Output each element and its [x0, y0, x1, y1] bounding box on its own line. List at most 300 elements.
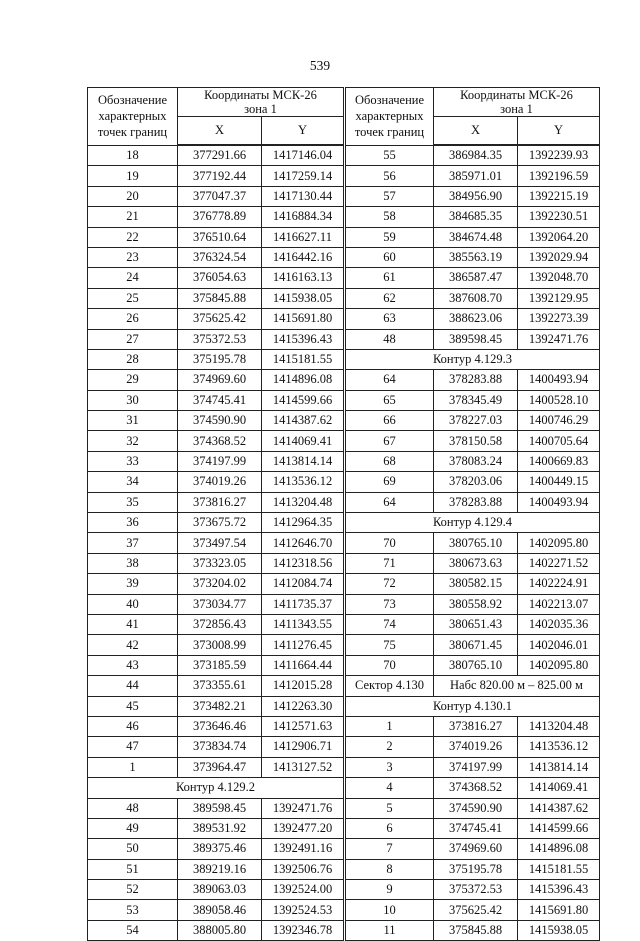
coordinates-table-right: [345, 87, 600, 941]
coord-y: 1413127.52: [262, 757, 344, 777]
table-row: [88, 839, 344, 859]
coord-x: 373964.47: [178, 757, 262, 777]
point-number: 48: [88, 798, 178, 818]
coord-x: 387608.70: [434, 288, 518, 308]
point-number: 37: [88, 533, 178, 553]
point-number: 64: [346, 370, 434, 390]
coord-y: 1402046.01: [518, 635, 600, 655]
table-row: [346, 737, 600, 757]
table-row: [346, 553, 600, 573]
point-number: 21: [88, 207, 178, 227]
point-number: 34: [88, 472, 178, 492]
point-number: 1: [346, 716, 434, 736]
point-number: 24: [88, 268, 178, 288]
coord-x: 374368.52: [434, 778, 518, 798]
coord-x: 384674.48: [434, 227, 518, 247]
table-row: [88, 472, 344, 492]
coord-x: 378083.24: [434, 451, 518, 471]
coord-x: 389531.92: [178, 818, 262, 838]
coord-y: 1412263.30: [262, 696, 344, 716]
coord-y: 1400669.83: [518, 451, 600, 471]
coord-y: 1412964.35: [262, 513, 344, 533]
table-row: [88, 329, 344, 349]
coord-x: 386984.35: [434, 145, 518, 166]
header-col-y: Y: [518, 117, 600, 146]
table-row: [88, 614, 344, 634]
point-number: 20: [88, 186, 178, 206]
coord-y: 1392346.78: [262, 920, 344, 940]
table-row: [346, 207, 600, 227]
table-row: [88, 268, 344, 288]
coord-x: 374745.41: [434, 818, 518, 838]
sector-heading-row: [346, 676, 600, 696]
point-number: 19: [88, 166, 178, 186]
point-number: 73: [346, 594, 434, 614]
table-row: [88, 166, 344, 186]
table-row: [346, 594, 600, 614]
header-designation: [346, 88, 434, 146]
coordinates-table-left-body: [88, 145, 344, 941]
coord-x: 374197.99: [434, 757, 518, 777]
coord-x: 373834.74: [178, 737, 262, 757]
point-number: 48: [346, 329, 434, 349]
table-row: [346, 411, 600, 431]
table-row: [88, 227, 344, 247]
coord-x: 389375.46: [178, 839, 262, 859]
coord-x: 373816.27: [434, 716, 518, 736]
header-designation-line2: характерных: [98, 109, 167, 124]
coord-y: 1414599.66: [262, 390, 344, 410]
coord-x: 389058.46: [178, 900, 262, 920]
table-row: [346, 227, 600, 247]
table-row: [88, 716, 344, 736]
point-number: 38: [88, 553, 178, 573]
coord-y: 1414069.41: [518, 778, 600, 798]
coord-y: 1392524.00: [262, 880, 344, 900]
point-number: 22: [88, 227, 178, 247]
coord-x: 384956.90: [434, 186, 518, 206]
coord-y: 1400746.29: [518, 411, 600, 431]
point-number: 23: [88, 247, 178, 267]
table-row: [346, 839, 600, 859]
table-row: [346, 655, 600, 675]
coord-y: 1392196.59: [518, 166, 600, 186]
coord-x: 376054.63: [178, 268, 262, 288]
point-number: 31: [88, 411, 178, 431]
table-row: [88, 635, 344, 655]
header-designation: [88, 88, 178, 146]
coord-y: 1412906.71: [262, 737, 344, 757]
coord-x: 389598.45: [178, 798, 262, 818]
coord-y: 1415938.05: [518, 920, 600, 940]
coord-y: 1402213.07: [518, 594, 600, 614]
coord-y: 1412084.74: [262, 574, 344, 594]
table-row: [88, 594, 344, 614]
point-number: 6: [346, 818, 434, 838]
table-row: [346, 900, 600, 920]
table-row: [88, 574, 344, 594]
table-row: [88, 288, 344, 308]
coord-y: 1413814.14: [518, 757, 600, 777]
table-row: [346, 390, 600, 410]
coord-x: 380671.45: [434, 635, 518, 655]
point-number: 58: [346, 207, 434, 227]
header-coordinate-system: [434, 88, 600, 117]
coord-y: 1402224.91: [518, 574, 600, 594]
coord-x: 380673.63: [434, 553, 518, 573]
coord-x: 375625.42: [178, 309, 262, 329]
table-row: [346, 920, 600, 940]
coord-x: 380582.15: [434, 574, 518, 594]
table-row: [346, 268, 600, 288]
point-number: 54: [88, 920, 178, 940]
coord-y: 1417130.44: [262, 186, 344, 206]
header-designation-line3: точек границ: [97, 125, 168, 140]
point-number: 29: [88, 370, 178, 390]
coord-y: 1392239.93: [518, 145, 600, 166]
table-row: [346, 757, 600, 777]
point-number: 52: [88, 880, 178, 900]
table-row: [88, 431, 344, 451]
point-number: 55: [346, 145, 434, 166]
point-number: 50: [88, 839, 178, 859]
coord-y: 1414599.66: [518, 818, 600, 838]
table-row: [346, 166, 600, 186]
point-number: 8: [346, 859, 434, 879]
point-number: 11: [346, 920, 434, 940]
header-coord-line2: зона 1: [500, 102, 533, 116]
coord-y: 1412318.56: [262, 553, 344, 573]
point-number: 70: [346, 655, 434, 675]
coord-x: 384685.35: [434, 207, 518, 227]
coord-y: 1413204.48: [518, 716, 600, 736]
table-row: [88, 920, 344, 940]
coord-y: 1414069.41: [262, 431, 344, 451]
coord-y: 1414896.08: [518, 839, 600, 859]
coord-y: 1413814.14: [262, 451, 344, 471]
header-col-x: X: [178, 117, 262, 146]
point-number: 1: [88, 757, 178, 777]
table-row: [88, 880, 344, 900]
table-row: [346, 370, 600, 390]
point-number: 56: [346, 166, 434, 186]
contour-heading: Контур 4.129.4: [346, 513, 600, 533]
coord-y: 1392491.16: [262, 839, 344, 859]
coord-y: 1411735.37: [262, 594, 344, 614]
sector-label: Сектор 4.130: [346, 676, 434, 696]
coord-x: 373646.46: [178, 716, 262, 736]
coord-x: 376510.64: [178, 227, 262, 247]
point-number: 68: [346, 451, 434, 471]
coord-y: 1415181.55: [262, 349, 344, 369]
table-row: [88, 859, 344, 879]
header-designation-line2: характерных: [355, 109, 424, 124]
point-number: 67: [346, 431, 434, 451]
coord-x: 378283.88: [434, 492, 518, 512]
table-row: [88, 207, 344, 227]
coord-x: 386587.47: [434, 268, 518, 288]
coord-y: 1415691.80: [518, 900, 600, 920]
coord-y: 1413204.48: [262, 492, 344, 512]
coord-x: 385971.01: [434, 166, 518, 186]
point-number: 60: [346, 247, 434, 267]
table-row: [88, 349, 344, 369]
table-row: [88, 145, 344, 166]
coord-y: 1392471.76: [262, 798, 344, 818]
coord-y: 1392029.94: [518, 247, 600, 267]
point-number: 74: [346, 614, 434, 634]
coordinates-table-right-body: [346, 145, 600, 941]
coord-y: 1414896.08: [262, 370, 344, 390]
table-row: [88, 737, 344, 757]
coord-y: 1400493.94: [518, 370, 600, 390]
coord-y: 1392064.20: [518, 227, 600, 247]
table-row: [88, 513, 344, 533]
table-row: [88, 247, 344, 267]
table-row: [88, 798, 344, 818]
point-number: 59: [346, 227, 434, 247]
point-number: 43: [88, 655, 178, 675]
point-number: 49: [88, 818, 178, 838]
table-row: [346, 431, 600, 451]
table-row: [346, 798, 600, 818]
point-number: 61: [346, 268, 434, 288]
coord-x: 375845.88: [434, 920, 518, 940]
coord-y: 1415181.55: [518, 859, 600, 879]
coord-y: 1413536.12: [262, 472, 344, 492]
point-number: 63: [346, 309, 434, 329]
table-row: [346, 186, 600, 206]
coord-y: 1400705.64: [518, 431, 600, 451]
coord-y: 1415396.43: [518, 880, 600, 900]
point-number: 33: [88, 451, 178, 471]
header-coord-line2: зона 1: [244, 102, 277, 116]
coord-y: 1392215.19: [518, 186, 600, 206]
coord-x: 378227.03: [434, 411, 518, 431]
coord-x: 380558.92: [434, 594, 518, 614]
coord-x: 378345.49: [434, 390, 518, 410]
coord-y: 1417259.14: [262, 166, 344, 186]
coord-x: 377047.37: [178, 186, 262, 206]
coord-y: 1392129.95: [518, 288, 600, 308]
coord-x: 375195.78: [178, 349, 262, 369]
table-row: [88, 818, 344, 838]
table-row: [346, 859, 600, 879]
coord-x: 376324.54: [178, 247, 262, 267]
point-number: 32: [88, 431, 178, 451]
coord-x: 373675.72: [178, 513, 262, 533]
coord-x: 374368.52: [178, 431, 262, 451]
point-number: 53: [88, 900, 178, 920]
point-number: 72: [346, 574, 434, 594]
point-number: 51: [88, 859, 178, 879]
coord-x: 388005.80: [178, 920, 262, 940]
table-row: [346, 614, 600, 634]
coord-x: 374019.26: [178, 472, 262, 492]
table-row: [88, 676, 344, 696]
coord-y: 1392524.53: [262, 900, 344, 920]
table-row: [88, 655, 344, 675]
coord-x: 373482.21: [178, 696, 262, 716]
coord-x: 375625.42: [434, 900, 518, 920]
coord-x: 378203.06: [434, 472, 518, 492]
table-row: [346, 778, 600, 798]
coord-x: 380651.43: [434, 614, 518, 634]
coord-y: 1413536.12: [518, 737, 600, 757]
table-row: [88, 390, 344, 410]
point-number: 46: [88, 716, 178, 736]
point-number: 7: [346, 839, 434, 859]
point-number: 64: [346, 492, 434, 512]
coord-x: 376778.89: [178, 207, 262, 227]
coord-y: 1402035.36: [518, 614, 600, 634]
coord-x: 374969.60: [178, 370, 262, 390]
coord-y: 1402095.80: [518, 655, 600, 675]
coord-y: 1400449.15: [518, 472, 600, 492]
point-number: 25: [88, 288, 178, 308]
point-number: 69: [346, 472, 434, 492]
page-number: 539: [309, 58, 331, 73]
coord-x: 388623.06: [434, 309, 518, 329]
point-number: 44: [88, 676, 178, 696]
coord-y: 1400528.10: [518, 390, 600, 410]
coord-y: 1411343.55: [262, 614, 344, 634]
table-row: [346, 818, 600, 838]
coord-x: 377192.44: [178, 166, 262, 186]
coord-x: 377291.66: [178, 145, 262, 166]
table-row: [346, 451, 600, 471]
table-row: [88, 900, 344, 920]
coord-y: 1414387.62: [518, 798, 600, 818]
table-row: [346, 329, 600, 349]
coord-y: 1392230.51: [518, 207, 600, 227]
table-row: [346, 533, 600, 553]
point-number: 70: [346, 533, 434, 553]
coord-x: 373355.61: [178, 676, 262, 696]
coord-y: 1416884.34: [262, 207, 344, 227]
point-number: 66: [346, 411, 434, 431]
point-number: 27: [88, 329, 178, 349]
header-designation-line1: Обозначение: [354, 93, 425, 108]
point-number: 41: [88, 614, 178, 634]
point-number: 42: [88, 635, 178, 655]
point-number: 26: [88, 309, 178, 329]
coord-x: 375195.78: [434, 859, 518, 879]
point-number: 3: [346, 757, 434, 777]
table-row: [88, 492, 344, 512]
table-row: [346, 635, 600, 655]
coord-x: 389598.45: [434, 329, 518, 349]
coord-x: 373185.59: [178, 655, 262, 675]
point-number: 4: [346, 778, 434, 798]
coord-y: 1416163.13: [262, 268, 344, 288]
coord-x: 374019.26: [434, 737, 518, 757]
coord-y: 1415396.43: [262, 329, 344, 349]
table-row: [346, 288, 600, 308]
coord-x: 373008.99: [178, 635, 262, 655]
coord-y: 1402095.80: [518, 533, 600, 553]
table-row: [88, 411, 344, 431]
table-row: [346, 716, 600, 736]
contour-heading: Контур 4.129.2: [88, 778, 344, 798]
point-number: 57: [346, 186, 434, 206]
coord-y: 1414387.62: [262, 411, 344, 431]
coord-y: 1412015.28: [262, 676, 344, 696]
coord-x: 373497.54: [178, 533, 262, 553]
contour-heading: Контур 4.130.1: [346, 696, 600, 716]
header-coord-line1: Координаты МСК-26: [204, 88, 317, 102]
coord-x: 389063.03: [178, 880, 262, 900]
coord-y: 1400493.94: [518, 492, 600, 512]
coord-x: 373204.02: [178, 574, 262, 594]
point-number: 62: [346, 288, 434, 308]
coord-x: 389219.16: [178, 859, 262, 879]
table-row: [346, 880, 600, 900]
coordinates-table-left: [87, 87, 344, 941]
coord-x: 374745.41: [178, 390, 262, 410]
point-number: 30: [88, 390, 178, 410]
coord-y: 1411664.44: [262, 655, 344, 675]
point-number: 35: [88, 492, 178, 512]
header-designation-line1: Обозначение: [97, 93, 168, 108]
coord-x: 373816.27: [178, 492, 262, 512]
contour-heading-row: [346, 696, 600, 716]
coord-x: 373323.05: [178, 553, 262, 573]
coord-x: 378150.58: [434, 431, 518, 451]
point-number: 36: [88, 513, 178, 533]
header-designation-line3: точек границ: [354, 125, 425, 140]
coord-y: 1392477.20: [262, 818, 344, 838]
table-row: [346, 472, 600, 492]
point-number: 10: [346, 900, 434, 920]
table-row: [88, 186, 344, 206]
coord-x: 380765.10: [434, 655, 518, 675]
table-row: [88, 757, 344, 777]
contour-heading-row: [88, 778, 344, 798]
table-row: [88, 533, 344, 553]
header-coord-line1: Координаты МСК-26: [460, 88, 573, 102]
coord-x: 373034.77: [178, 594, 262, 614]
point-number: 65: [346, 390, 434, 410]
coord-x: 374969.60: [434, 839, 518, 859]
point-number: 18: [88, 145, 178, 166]
header-col-y: Y: [262, 117, 344, 146]
coord-y: 1411276.45: [262, 635, 344, 655]
header-col-x: X: [434, 117, 518, 146]
coord-y: 1416442.16: [262, 247, 344, 267]
contour-heading-row: [346, 349, 600, 369]
contour-heading: Контур 4.129.3: [346, 349, 600, 369]
coord-x: 375845.88: [178, 288, 262, 308]
coord-y: 1416627.11: [262, 227, 344, 247]
table-row: [88, 696, 344, 716]
point-number: 2: [346, 737, 434, 757]
point-number: 45: [88, 696, 178, 716]
point-number: 9: [346, 880, 434, 900]
table-row: [88, 309, 344, 329]
point-number: 39: [88, 574, 178, 594]
coord-y: 1392273.39: [518, 309, 600, 329]
point-number: 40: [88, 594, 178, 614]
table-row: [346, 145, 600, 166]
table-row: [88, 553, 344, 573]
coord-x: 380765.10: [434, 533, 518, 553]
coord-y: 1402271.52: [518, 553, 600, 573]
point-number: 28: [88, 349, 178, 369]
coord-x: 378283.88: [434, 370, 518, 390]
coord-y: 1417146.04: [262, 145, 344, 166]
coord-x: 374590.90: [178, 411, 262, 431]
